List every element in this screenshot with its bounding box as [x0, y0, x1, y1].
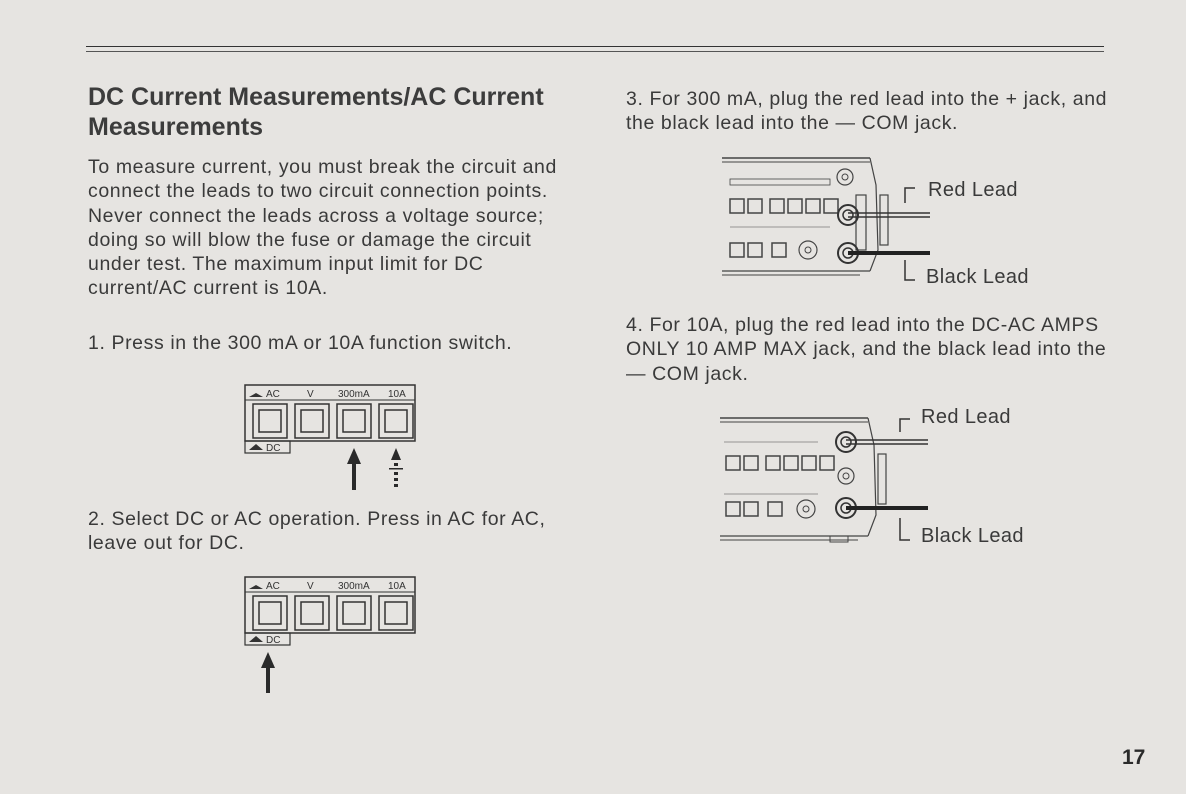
- switch-label-dc: DC: [266, 443, 281, 454]
- switch-panel-figure-1: [244, 384, 424, 494]
- switch-label-ac: AC: [266, 581, 280, 592]
- red-lead-jack-icon: [836, 432, 928, 452]
- step-2-text: 2. Select DC or AC operation. Press in AC for AC, leave out for DC.: [88, 508, 546, 555]
- black-lead-jack-icon: [838, 243, 930, 263]
- switch-label-v: V: [307, 389, 314, 400]
- step-1-text: 1. Press in the 300 mA or 10A function switch.: [88, 332, 513, 354]
- black-lead-label: Black Lead: [926, 266, 1029, 288]
- black-lead-label: Black Lead: [921, 525, 1024, 547]
- arrow-10a-dashed-icon: [389, 448, 403, 487]
- switch-panel-figure-2: [244, 576, 424, 696]
- switch-button-300ma: [337, 404, 371, 438]
- top-rule-secondary: [86, 51, 1104, 52]
- switch-button-ac: [253, 404, 287, 438]
- step-4-text: 4. For 10A, plug the red lead into the DC-AC AMPS ONLY 10 AMP MAX jack, and the black lead into the — COM jack.: [626, 314, 1107, 385]
- top-rule: [86, 46, 1104, 47]
- switch-label-dc: DC: [266, 635, 281, 646]
- switch-label-ac: AC: [266, 389, 280, 400]
- intro-paragraph: To measure current, you must break the circuit and connect the leads to two circuit connection points. Never connect the leads across a voltage source; doing so will blow the fuse or damage the circuit under test. The maximum input limit for DC current/AC current is 10A.: [88, 156, 557, 300]
- red-lead-callout: [900, 419, 910, 432]
- lead-connection-figure-10a: [718, 410, 938, 550]
- switch-label-10a: 10A: [388, 389, 406, 400]
- black-lead-callout: [900, 518, 910, 540]
- switch-label-v: V: [307, 581, 314, 592]
- lead-connection-figure-300ma: [720, 155, 940, 285]
- black-lead-jack-icon: [836, 498, 928, 518]
- arrow-ac-icon: [261, 652, 275, 693]
- switch-button-v: [295, 404, 329, 438]
- section-title: DC Current Measurements/AC Current Measurements: [88, 83, 544, 141]
- black-lead-callout: [905, 260, 915, 280]
- red-lead-jack-icon: [838, 205, 930, 225]
- switch-button-v: [295, 596, 329, 630]
- switch-label-10a: 10A: [388, 581, 406, 592]
- red-lead-label: Red Lead: [928, 179, 1018, 201]
- page-number: 17: [1122, 746, 1146, 769]
- red-lead-callout: [905, 188, 915, 203]
- switch-button-10a: [379, 404, 413, 438]
- switch-button-300ma: [337, 596, 371, 630]
- switch-label-300ma: 300mA: [338, 581, 370, 592]
- red-lead-label: Red Lead: [921, 406, 1011, 428]
- switch-button-10a: [379, 596, 413, 630]
- multimeter-front-panel: [720, 418, 886, 542]
- switch-label-300ma: 300mA: [338, 389, 370, 400]
- switch-button-ac: [253, 596, 287, 630]
- step-3-text: 3. For 300 mA, plug the red lead into the + jack, and the black lead into the — COM jack.: [626, 88, 1108, 135]
- arrow-300ma-icon: [347, 448, 361, 490]
